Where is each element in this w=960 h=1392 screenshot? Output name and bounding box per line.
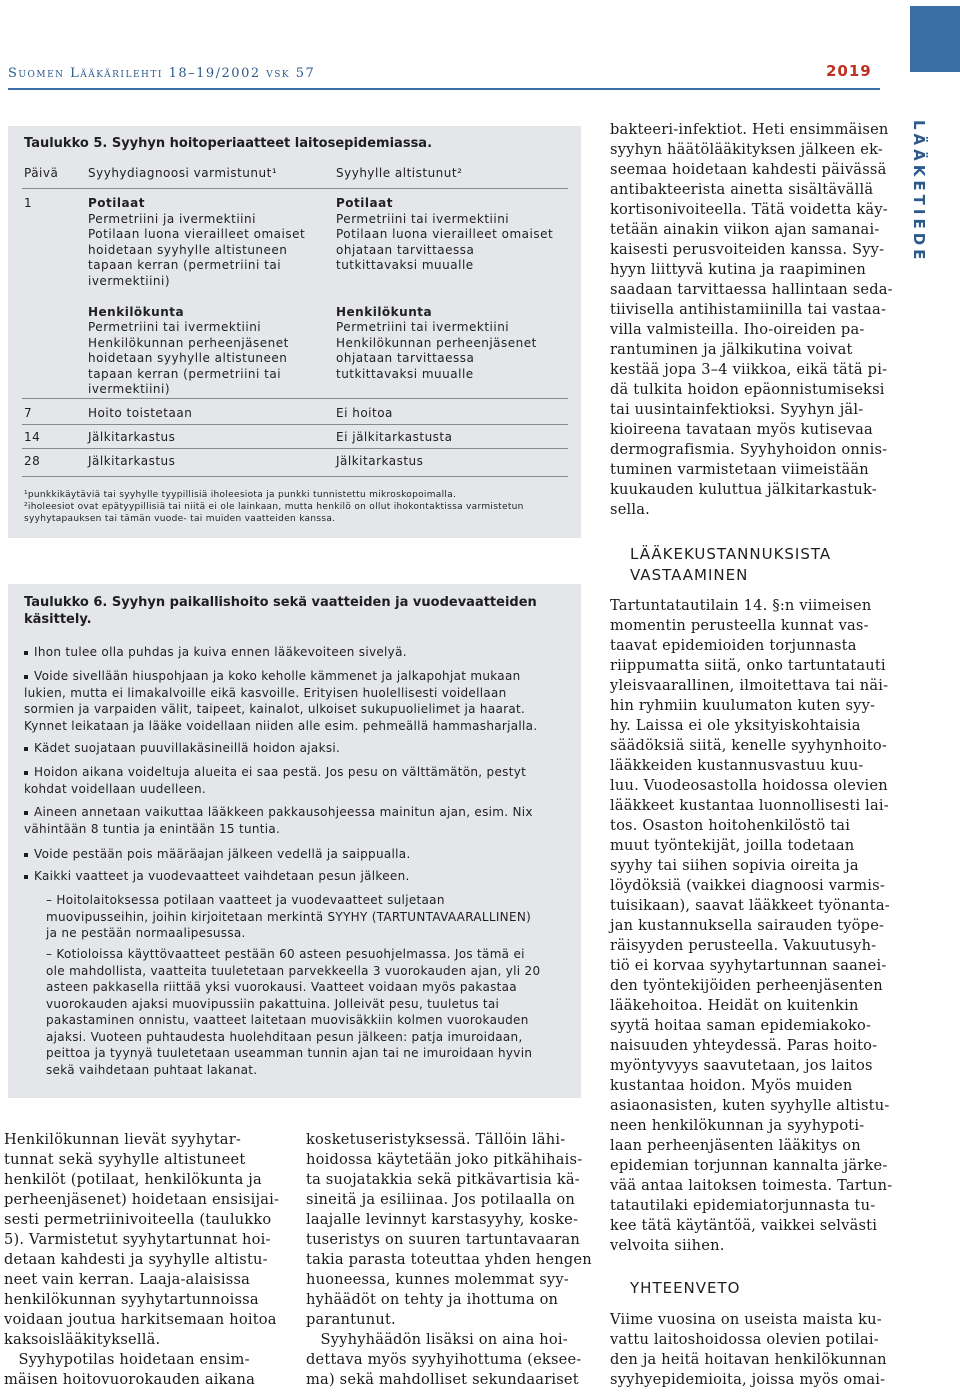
table-rule xyxy=(22,188,568,189)
table-cell-confirmed: Hoito toistetaan xyxy=(88,406,193,420)
list-item: Kaikki vaatteet ja vuodevaatteet vaihdetaan pesun jälkeen. xyxy=(24,868,572,885)
bullet-icon xyxy=(24,771,28,775)
header-divider xyxy=(8,88,880,90)
section-color-tab xyxy=(910,6,960,72)
table-cell-exposed: Ei hoitoa xyxy=(336,406,393,420)
table-cell-confirmed: Jälkitarkastus xyxy=(88,430,176,444)
table-5-footnotes: ¹punkkikäytäviä tai syyhylle tyypillisiä iholeesiota ja punkki tunnistettu mikroskopoimalla. ²iholeesiot ovat epätyypillisiä tai niitä ei ole lainkaan, mutta henkilö on ollut ihokontaktissa varmistetun syyhytapauksen tai tämän vuode- tai muiden vaatteiden kanssa. xyxy=(24,490,524,524)
bullet-icon xyxy=(24,675,28,679)
body-column-right-top: bakteeri-infektiot. Heti ensimmäisen syyhyn häätölääkityksen jälkeen ek- seemaa hoidetaan kahdesti päivässä antibakteerista ainetta sisältävällä kortisonivoiteella. Tätä voidetta käy- tetään ainakin viikon ajan samanai- kaisesti perusvoiteiden kanssa. Syy- hyyn liittyvä kutina ja raapiminen saadaan tarvittaessa hallintaan seda- tiivisella antihistamiinilla tai vastaa- villa valmisteilla. Iho-oireiden pa- rantuminen ja jälkikutina voivat kestää jopa 3–4 viikkoa, eikä tätä pi- dä tulkita hoidon epäonnistumiseksi tai uusintainfektioksi. Syyhyn jäl- kioireena tavataan myös kutisevaa dermografismia. Syyhyhoidon onnis- tuminen varmistetaan viimeistään kuukauden kuluttua jälkitarkastuk- sella. xyxy=(610,121,893,518)
table-cell-day: 1 xyxy=(24,196,33,210)
column-header-confirmed: Syyhydiagnoosi varmistunut¹ xyxy=(88,166,278,180)
bullet-icon xyxy=(24,853,28,857)
table-cell-exposed-day1: Potilaat Permetriini tai ivermektiini Potilaan luona vierailleet omaiset ohjataan tarvittaessa tutkittavaksi muualle Henkilökunta Permetriini tai ivermektiini Henkilökunnan perheenjäsenet ohjataan tarvittaessa tutkittavaksi muualle xyxy=(336,196,554,381)
table-rule xyxy=(22,424,568,425)
list-item: Hoidon aikana voideltuja alueita ei saa pestä. Jos pesu on välttämätön, pestyt kohdat voidellaan uudelleen. xyxy=(24,765,527,796)
list-item: Aineen annetaan vaikuttaa lääkkeen pakkausohjeessa mainitun ajan, esim. Nix vähintään 8 tuntia ja enintään 15 tuntia. xyxy=(24,805,533,836)
table-cell-confirmed: Jälkitarkastus xyxy=(88,454,176,468)
section-heading: YHTEENVETO xyxy=(630,1279,741,1297)
page-number: 2019 xyxy=(826,62,872,80)
table-cell-confirmed-day1: Potilaat Permetriini ja ivermektiini Potilaan luona vierailleet omaiset hoidetaan syyhylle altistuneen tapaan kerran (permetriini tai ivermektiini) Henkilökunta Permetriini tai ivermektiini Henkilökunnan perheenjäsenet hoidetaan syyhylle altistuneen tapaan kerran (permetriini tai ivermektiini) xyxy=(88,196,306,396)
body-column-middle: kosketuseristyksessä. Tällöin lähi- hoidossa käytetään joko pitkähihais- ta suojatakkia sekä pitkävartisia kä- sineitä ja esiliinaa. Jos potilaalla on laajalle levinnyt karstasyyhy, koske- tuseristys on suuren tartuntavaaran takia parasta toteuttaa yhden hengen huoneessa, kunnes molemmat syy- hyhäädöt on tehty ja ihottuma on parantunut. Syyhyhäädön lisäksi on aina hoi- dettava myös syyhyihottuma (ekseе- ma) sekä mahdolliset sekundaariset xyxy=(306,1131,592,1388)
body-column-left: Henkilökunnan lievät syyhytar- tunnat sekä syyhylle altistuneet henkilöt (potilaat, henkilökunta ja perheenjäsenet) hoidetaan ensisijai- sesti permetriinivoiteella (taulukko 5). Varmistetut syyhytartunnat hoi- detaan kahdesti ja syyhylle altistu- neet vain kerran. Laaja-alaisissa henkilökunnan syyhytartunnoissa voidaan joutua harkitsemaan hoitoa kaksoislääkityksellä. Syyhypotilas hoidetaan ensim- mäisen hoitovuorokauden aikana xyxy=(4,1131,280,1388)
bullet-icon xyxy=(24,747,28,751)
bullet-icon xyxy=(24,651,28,655)
table-6 xyxy=(8,584,581,1098)
list-item: Voide pestään pois määräajan jälkeen vedellä ja saippualla. xyxy=(24,846,572,863)
section-label: LÄÄKETIEDE xyxy=(910,120,928,264)
sub-list-item: – Hoitolaitoksessa potilaan vaatteet ja vuodevaatteet suljetaan muovipusseihin, joihin kirjoitetaan merkintä SYYHY (TARTUNTAVAARALLINEN) ja ne pestään normaalipesussa. xyxy=(46,893,532,940)
bullet-icon xyxy=(24,875,28,879)
list-item: Voide sivellään hiuspohjaan ja koko keholle kämmenet ja jalkapohjat mukaan lukien, mutta ei limakalvoille eikä kasvoille. Erityisen huolellisesti voidellaan sormien ja varpaiden välit, taipeet, kainalot, ulkoiset sukupuolielimet ja haarat. Kynnet leikataan ja lääke voidellaan niiden alle esim. pehmeällä hammasharjalla. xyxy=(24,669,538,733)
bullet-icon xyxy=(24,811,28,815)
table-rule xyxy=(22,476,568,477)
body-column-right-bottom: Viime vuosina on useista maista ku- vattu laitoshoidossa olevien potilai- den ja heitä hoitavan henkilökunnan syyhyepidemioita, joissa myös omai- xyxy=(610,1311,887,1388)
table-5-title: Taulukko 5. Syyhyn hoitoperiaatteet laitosepidemiassa. xyxy=(24,136,433,151)
table-cell-day: 28 xyxy=(24,454,41,468)
table-cell-day: 14 xyxy=(24,430,41,444)
list-item: Kädet suojataan puuvillakäsineillä hoidon ajaksi. xyxy=(24,740,572,757)
section-heading: LÄÄKEKUSTANNUKSISTA VASTAAMINEN xyxy=(630,545,832,584)
column-header-exposed: Syyhylle altistunut² xyxy=(336,166,463,180)
table-6-title: Taulukko 6. Syyhyn paikallishoito sekä vaatteiden ja vuodevaatteiden käsittely. xyxy=(24,595,537,627)
table-cell-day: 7 xyxy=(24,406,33,420)
list-item: Ihon tulee olla puhdas ja kuiva ennen lääkevoiteen sivelyä. xyxy=(24,644,572,661)
table-cell-exposed: Jälkitarkastus xyxy=(336,454,424,468)
table-rule xyxy=(22,398,568,399)
table-rule xyxy=(22,448,568,449)
column-header-day: Päivä xyxy=(24,166,59,180)
table-5 xyxy=(8,126,581,538)
body-column-right-mid: Tartuntatautilain 14. §:n viimeisen momentin perusteella kunnat vas- taavat epidemioiden torjunnasta riippumatta siitä, onko tartuntatauti yleisvaarallinen, ilmoitettava tai näi- hin ryhmiin kuulumaton kuten syy- hy. Laissa ei ole yksityiskohtaisia säädöksiä siitä, kenelle syyhynhoito- lääkkeiden kustannusvastuu kuu- luu. Vuodeosastolla hoidossa olevien lääkkeet kustantaa luonnollisesti lai- tos. Osaston hoitohenkilöstö tai muut työntekijät, joilla todetaan syyhy tai siihen sopivia oireita ja löydöksiä (vaikkei diagnoosi varmis- tuisikaan), saavat lääkkeet työnanta- jan kustannuksella sairauden työpe- räisyyden perusteella. Vakuutusyh- tiö ei korvaa syyhytartunnan saanei- den työntekijöiden perheenjäsenten lääkehoitoa. Heidät on kuitenkin syytä hoitaa saman epidemiakoko- naisuuden yhteydessä. Paras hoito- myöntyvyys saavutetaan, jos laitos kustantaa hoidon. Myös muiden asiaonasisten, kuten syyhylle altistu- neen henkilökunnan ja syyhypoti- laan perheenjäsenten lääkitys on epidemian torjunnan kannalta järke- vää antaa laitoksen toimesta. Tartun- tatautilaki epidemiatorjunnasta tu- kee tätä käytäntöä, vaikkei selvästi velvoita siihen. xyxy=(610,597,893,1254)
sub-list-item: – Kotioloissa käyttövaatteet pestään 60 asteen pesuohjelmassa. Jos tämä ei ole mahdollista, vaatteita tuuletetaan parvekkeella 3 vuorokauden ajan, yli 20 asteen pakkasella riittää yksi vuorokausi. Vaatteet voidaan myös pakastaa vuorokauden ajaksi muovipussiin pakattuina. Jolleivät pesu, tuuletus tai pakastaminen onnistu, vaatteet laitetaan muovisäkkiin kolmen vuorokauden ajaksi. Vuoteen puhtaudesta huolehditaan pesun jälkeen: patja imuroidaan, peittoa ja tyynyä tuuletetaan useamman tunnin ajan tai ne imuroidaan hyvin sekä vaihdetaan puhtaat lakanat. xyxy=(46,947,541,1077)
table-cell-exposed: Ei jälkitarkastusta xyxy=(336,430,453,444)
journal-header: Suomen Lääkärilehti 18–19/2002 vsk 57 xyxy=(8,66,316,81)
